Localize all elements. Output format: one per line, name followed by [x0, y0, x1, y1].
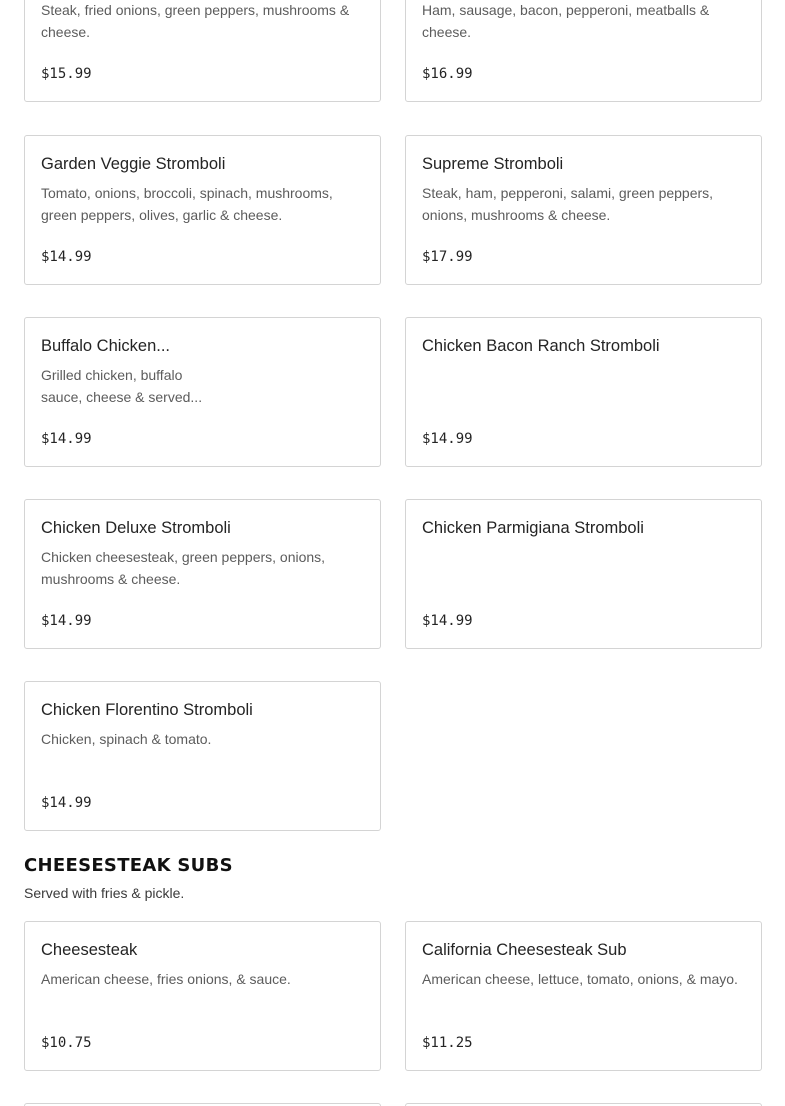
item-name: California Cheesesteak Sub: [422, 941, 627, 959]
item-price: $15.99: [41, 66, 92, 82]
item-description: Chicken cheesesteak, green peppers, onions, mushrooms & cheese.: [41, 549, 326, 587]
menu-item-card[interactable]: [24, 499, 381, 649]
menu-item-card[interactable]: [24, 135, 381, 285]
item-price: $11.25: [422, 1035, 473, 1051]
menu-item-card[interactable]: [405, 499, 762, 649]
item-name: Cheesesteak: [41, 941, 138, 959]
section-subtitle: Served with fries & pickle.: [24, 885, 185, 901]
item-description: Chicken, spinach & tomato.: [41, 731, 212, 747]
menu-item-card[interactable]: [24, 921, 381, 1071]
menu-item-card[interactable]: [405, 921, 762, 1071]
item-name: Supreme Stromboli: [422, 155, 564, 173]
item-name: Chicken Deluxe Stromboli: [41, 519, 231, 537]
item-description: Grilled chicken, buffalo sauce, cheese & served...: [41, 367, 203, 405]
item-price: $14.99: [422, 613, 473, 629]
item-price: $14.99: [41, 431, 92, 447]
item-price: $14.99: [41, 613, 92, 629]
menu-item-card[interactable]: [24, 0, 381, 102]
item-price: $14.99: [41, 249, 92, 265]
item-description: American cheese, lettuce, tomato, onions, & mayo.: [422, 971, 738, 987]
item-description: Steak, fried onions, green peppers, mushrooms & cheese.: [41, 2, 350, 40]
item-price: $14.99: [41, 795, 92, 811]
section-title: CHEESESTEAK SUBS: [24, 855, 233, 876]
item-name: Chicken Bacon Ranch Stromboli: [422, 337, 660, 355]
item-description: Ham, sausage, bacon, pepperoni, meatballs & cheese.: [422, 2, 710, 40]
item-price: $17.99: [422, 249, 473, 265]
item-price: $16.99: [422, 66, 473, 82]
item-price: $10.75: [41, 1035, 92, 1051]
menu-item-card[interactable]: [405, 135, 762, 285]
item-name: Garden Veggie Stromboli: [41, 155, 226, 173]
menu-item-card[interactable]: [405, 317, 762, 467]
menu-item-card[interactable]: [24, 681, 381, 831]
item-name: Buffalo Chicken...: [41, 337, 171, 355]
item-name: Chicken Parmigiana Stromboli: [422, 519, 644, 537]
item-description: Steak, ham, pepperoni, salami, green peppers, onions, mushrooms & cheese.: [422, 185, 714, 223]
item-name: Chicken Florentino Stromboli: [41, 701, 253, 719]
item-description: Tomato, onions, broccoli, spinach, mushrooms, green peppers, olives, garlic & cheese.: [41, 185, 333, 223]
menu-item-card[interactable]: [405, 0, 762, 102]
item-price: $14.99: [422, 431, 473, 447]
menu-item-card[interactable]: [24, 317, 381, 467]
item-description: American cheese, fries onions, & sauce.: [41, 971, 291, 987]
